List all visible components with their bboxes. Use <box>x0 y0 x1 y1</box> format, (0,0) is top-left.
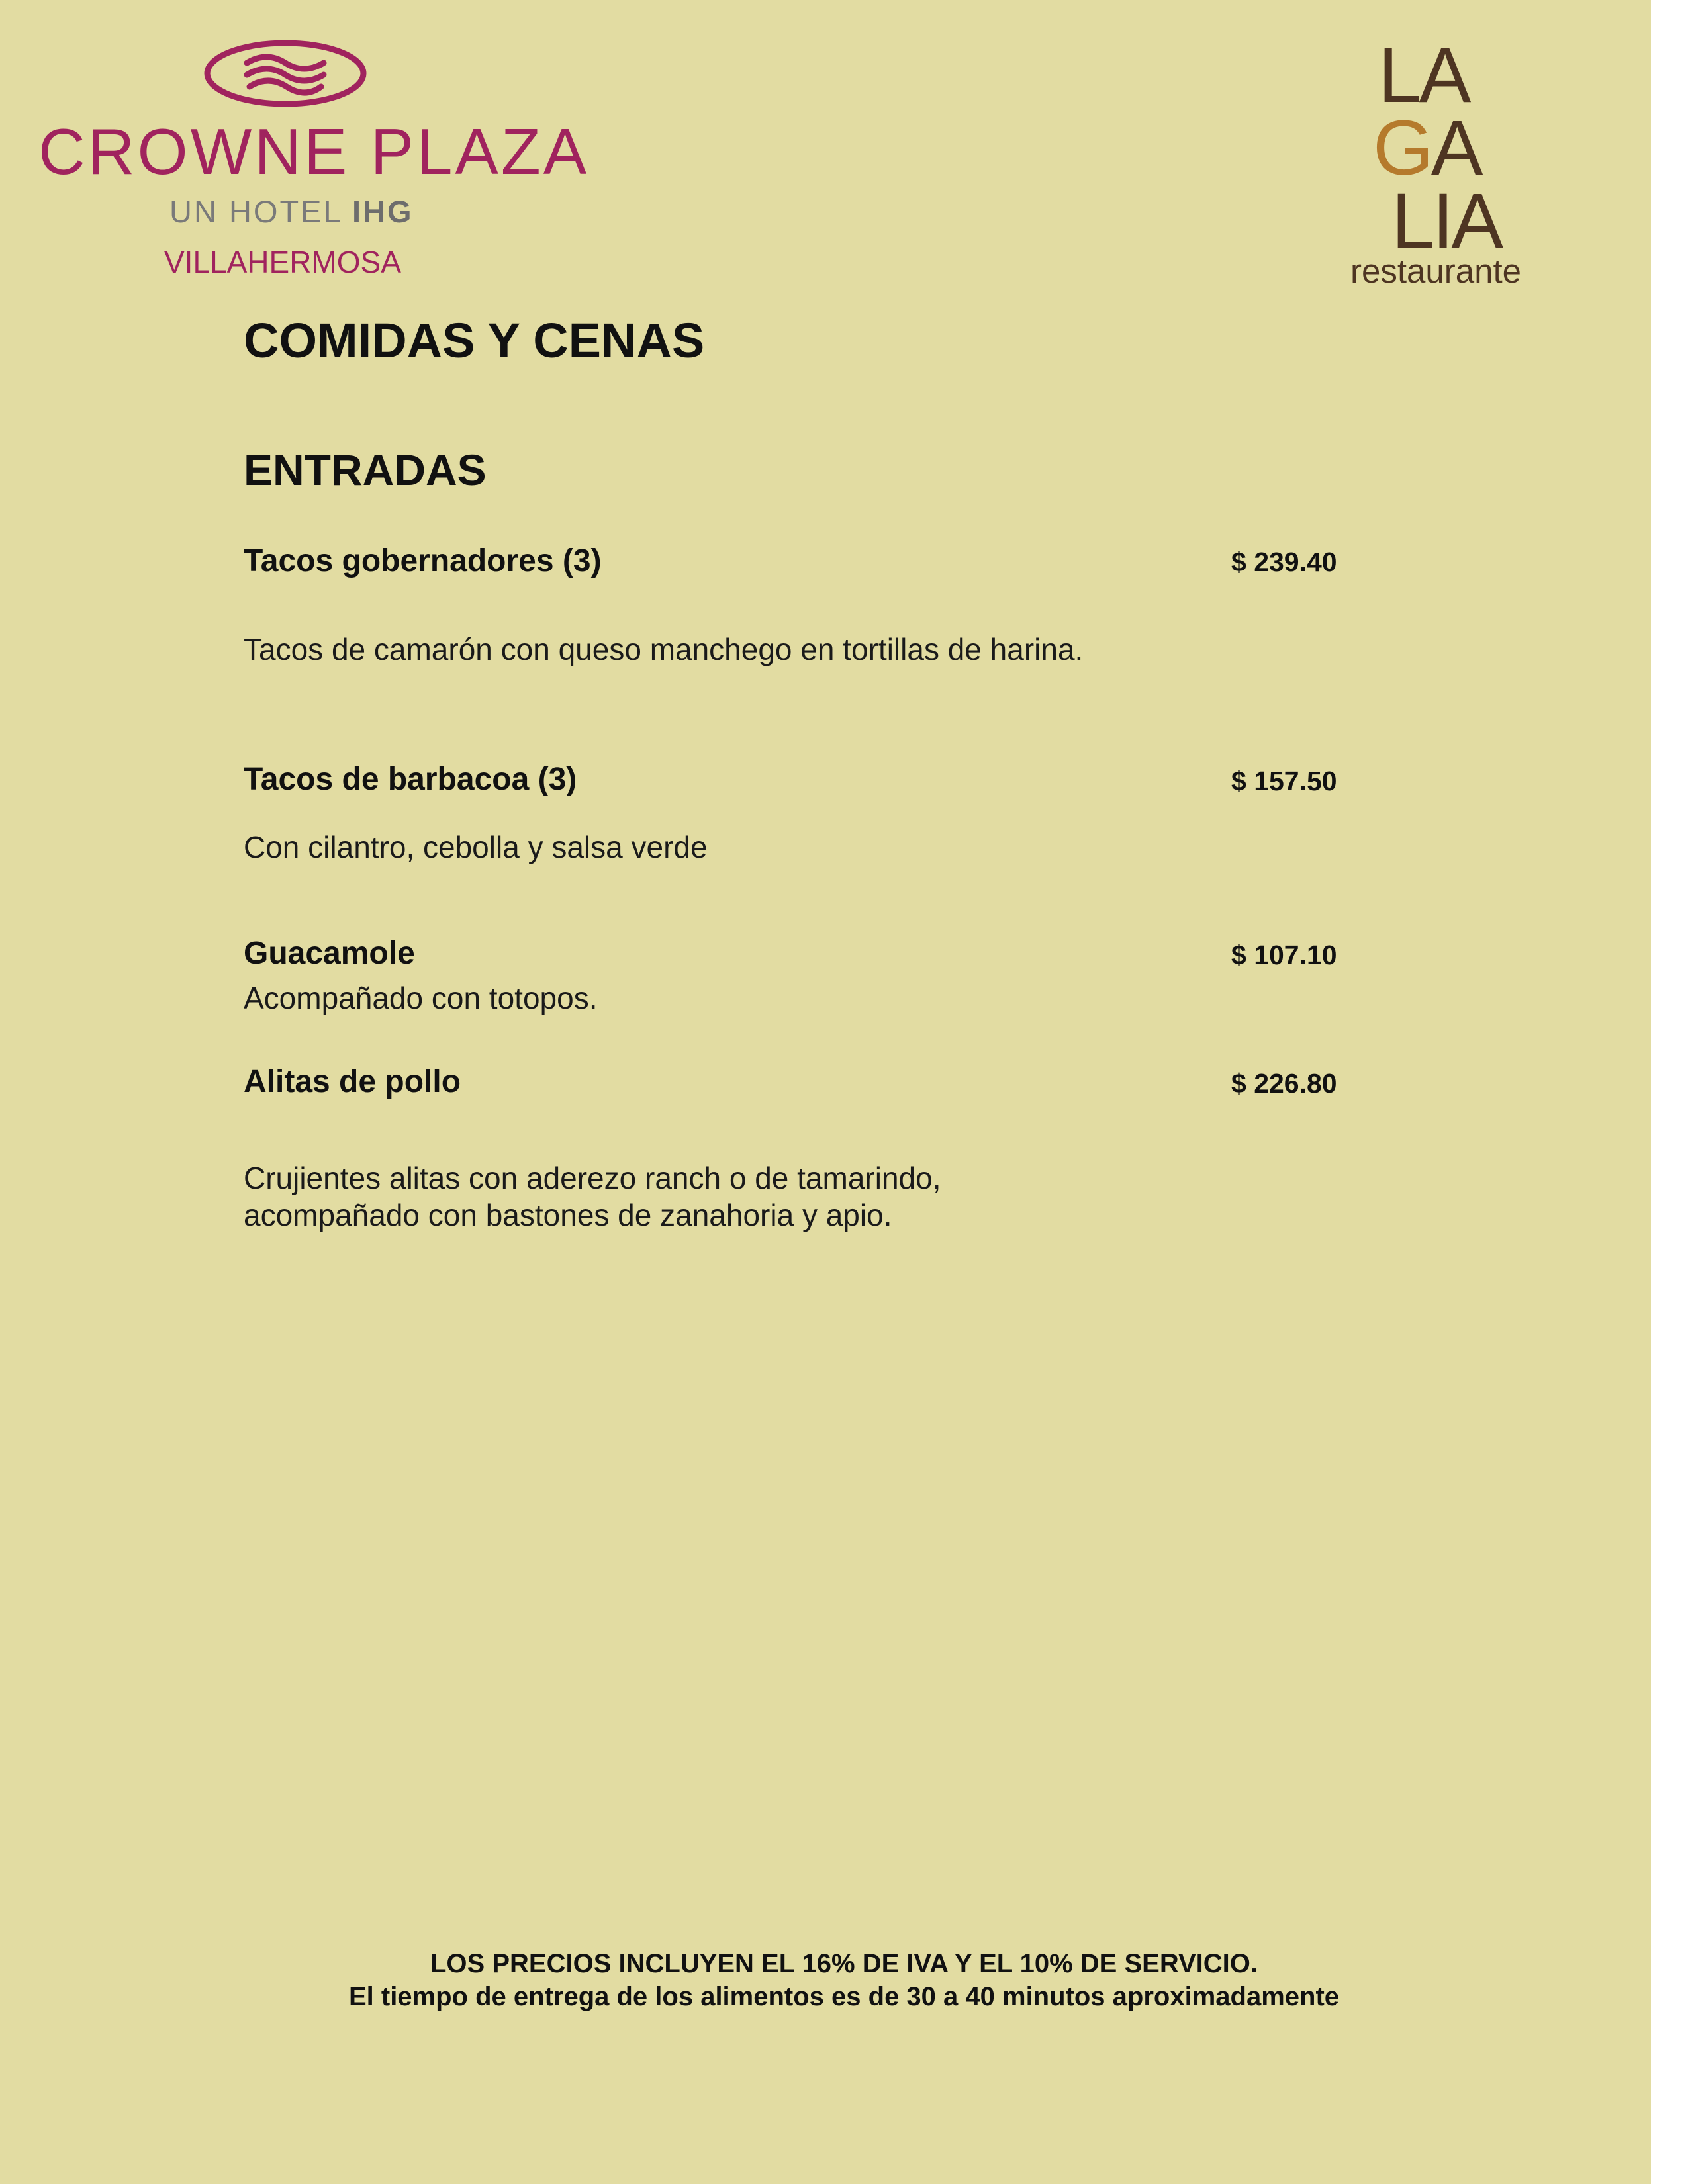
menu-item-price: $ 107.10 <box>1231 940 1337 970</box>
crowne-plaza-logo <box>38 36 590 285</box>
menu-item-price: $ 226.80 <box>1231 1068 1337 1099</box>
la-galia-line-1: LA <box>1378 32 1469 119</box>
menu-item-description: Tacos de camarón con queso manchego en tortillas de harina. <box>244 632 1084 666</box>
menu-item-description: acompañado con bastones de zanahoria y apio. <box>244 1198 892 1232</box>
delivery-time-note: El tiempo de entrega de los alimentos es de 30 a 40 minutos aproximadamente <box>348 1982 1340 2011</box>
section-title: ENTRADAS <box>244 445 487 494</box>
crowne-plaza-emblem-icon <box>201 36 370 111</box>
crowne-plaza-location: VILLAHERMOSA <box>164 245 401 279</box>
menu-item-name: Alitas de pollo <box>244 1064 461 1099</box>
menu-item-name: Tacos de barbacoa (3) <box>244 762 577 797</box>
crowne-plaza-tagline <box>169 193 414 230</box>
menu-item-description: Crujientes alitas con aderezo ranch o de tamarindo, <box>244 1161 941 1195</box>
price-note: LOS PRECIOS INCLUYEN EL 16% DE IVA Y EL 10% DE SERVICIO. <box>430 1949 1258 1978</box>
la-galia-logo <box>1350 32 1536 295</box>
la-galia-line-2-rest: A <box>1430 105 1481 192</box>
menu-item-name: Guacamole <box>244 936 415 971</box>
tagline-prefix: UN HOTEL <box>169 194 342 229</box>
la-galia-accent-letter: G <box>1373 105 1431 192</box>
crowne-plaza-name: CROWNE PLAZA <box>38 115 590 188</box>
page-margin <box>1651 0 1688 2184</box>
menu-title: COMIDAS Y CENAS <box>244 313 705 368</box>
menu-item-price: $ 157.50 <box>1231 766 1337 796</box>
tagline-brand: IHG <box>352 194 414 229</box>
menu-item-price: $ 239.40 <box>1231 547 1337 577</box>
la-galia-line-2 <box>1373 105 1481 192</box>
menu-item-description: Acompañado con totopos. <box>244 981 598 1015</box>
menu-item-description: Con cilantro, cebolla y salsa verde <box>244 830 708 864</box>
la-galia-subtitle: restaurante <box>1350 252 1521 290</box>
menu-item-name: Tacos gobernadores (3) <box>244 543 602 578</box>
la-galia-line-3: LIA <box>1391 177 1501 265</box>
